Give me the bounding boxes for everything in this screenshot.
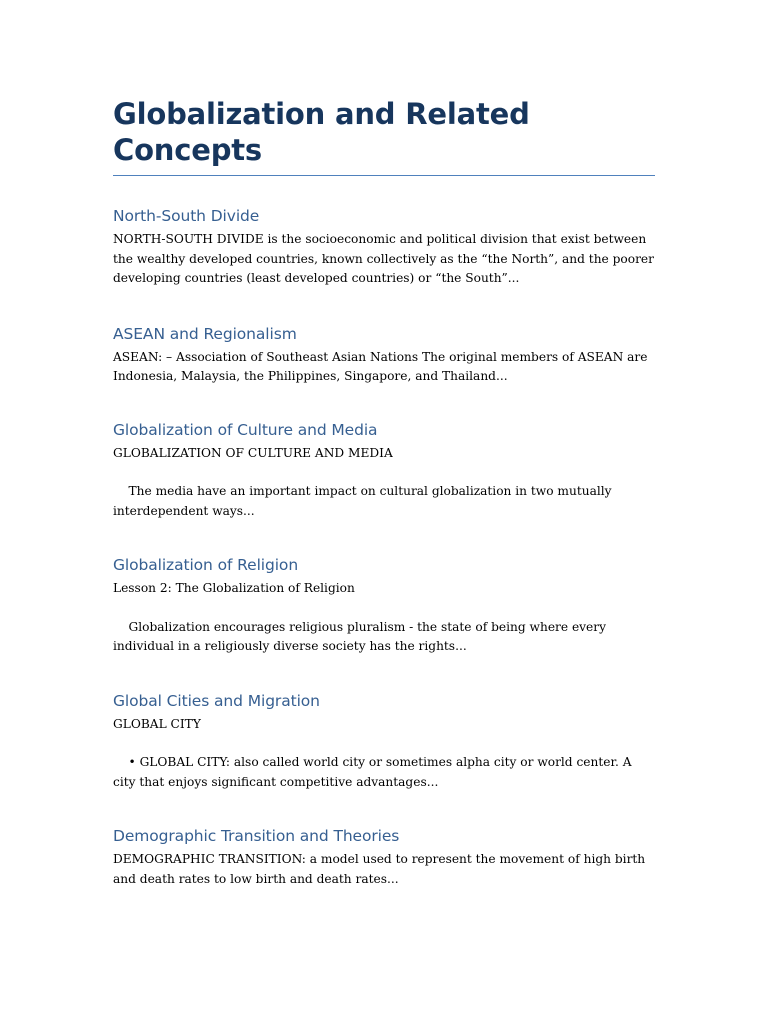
section-paragraph: GLOBALIZATION OF CULTURE AND MEDIA (113, 445, 393, 460)
section-heading: ASEAN and Regionalism (113, 324, 297, 343)
section-religion (113, 555, 655, 657)
section-north-south-divide (113, 206, 655, 289)
section-demographic-transition (113, 826, 655, 889)
section-heading: North-South Divide (113, 207, 260, 225)
section-paragraph: The media have an important impact on cultural globalization in two mutually interdependent ways... (113, 484, 616, 518)
section-paragraph: Globalization encourages religious pluralism - the state of being where every individual in a religiously diverse society has the rights... (113, 619, 610, 653)
section-heading: Global Cities and Migration (113, 691, 320, 710)
section-global-cities (113, 691, 655, 793)
section-paragraph: GLOBAL CITY (113, 716, 201, 731)
section-heading: Globalization of Religion (113, 556, 299, 574)
section-heading: Demographic Transition and Theories (113, 827, 400, 845)
section-paragraph: DEMOGRAPHIC TRANSITION: a model used to represent the movement of high birth and death rates to low birth and death rates... (113, 852, 646, 886)
section-paragraph: ASEAN: – Association of Southeast Asian Nations The original members of ASEAN are Indonesia, Malaysia, the Philippines, Singapore, and Thailand... (113, 349, 648, 383)
section-asean-regionalism (113, 324, 655, 387)
section-paragraph: NORTH-SOUTH DIVIDE is the socioeconomic and political division that exist between the wealthy developed countries, known collectively as the “the North”, and the poorer developing countries (least developed countries) or “the South”... (113, 232, 654, 285)
document-page (113, 96, 655, 889)
section-paragraph: • GLOBAL CITY: also called world city or sometimes alpha city or world center. A city that enjoys significant competitive advantages... (113, 755, 636, 789)
section-heading: Globalization of Culture and Media (113, 420, 378, 439)
section-paragraph: Lesson 2: The Globalization of Religion (113, 581, 355, 595)
page-title: Globalization and Related Concepts (113, 96, 655, 176)
section-culture-media (113, 420, 655, 522)
